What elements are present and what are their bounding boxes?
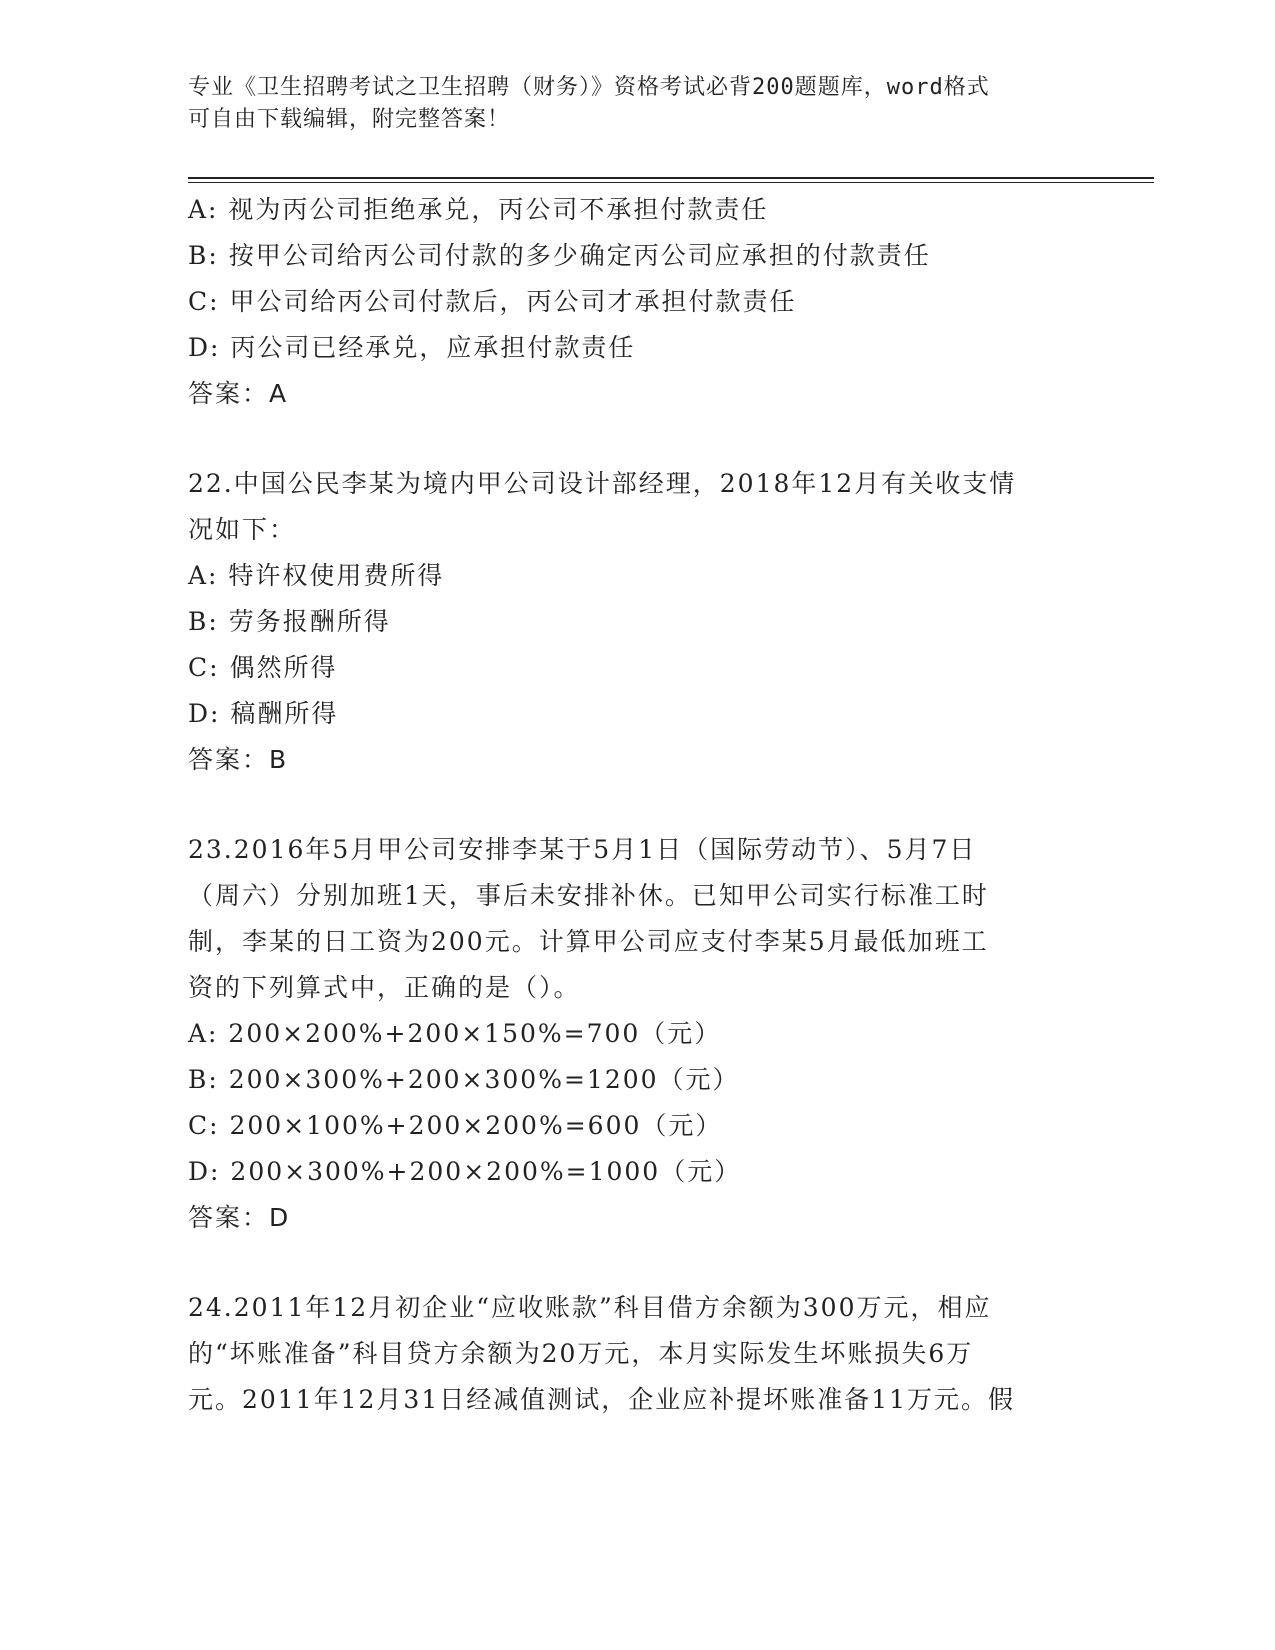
option-d: D: 稿酬所得 <box>188 699 339 728</box>
question-text-line: 22.中国公民李某为境内甲公司设计部经理，2018年12月有关收支情 <box>188 469 1017 498</box>
option-b: B: 劳务报酬所得 <box>188 607 391 636</box>
question-text-line: 的“坏账准备”科目贷方余额为20万元，本月实际发生坏账损失6万 <box>188 1339 974 1368</box>
option-a: A: 视为丙公司拒绝承兑，丙公司不承担付款责任 <box>188 195 769 224</box>
question-21 <box>188 187 1088 417</box>
header-divider-thick <box>188 177 1154 179</box>
option-d: D: 200×300%+200×200%=1000（元） <box>188 1157 742 1186</box>
option-a: A: 200×200%+200×150%=700（元） <box>188 1019 722 1048</box>
question-text-line: 元。2011年12月31日经减值测试，企业应补提坏账准备11万元。假 <box>188 1385 1016 1414</box>
option-d: D: 丙公司已经承兑，应承担付款责任 <box>188 333 636 362</box>
question-text-line: 23.2016年5月甲公司安排李某于5月1日（国际劳动节）、5月7日 <box>188 835 977 864</box>
option-c: C: 偶然所得 <box>188 653 338 682</box>
header-title-line-1: 专业《卫生招聘考试之卫生招聘（财务）》资格考试必背200题题库，word格式 <box>188 75 990 100</box>
option-b: B: 200×300%+200×300%=1200（元） <box>188 1065 740 1094</box>
question-text-line: 制，李某的日工资为200元。计算甲公司应支付李某5月最低加班工 <box>188 927 989 956</box>
answer: 答案：A <box>188 379 289 408</box>
header-divider-thin <box>188 182 1154 183</box>
option-c: C: 200×100%+200×200%=600（元） <box>188 1111 723 1140</box>
answer: 答案：B <box>188 745 289 774</box>
question-24 <box>188 1285 1088 1423</box>
option-c: C: 甲公司给丙公司付款后，丙公司才承担付款责任 <box>188 287 797 316</box>
option-a: A: 特许权使用费所得 <box>188 561 445 590</box>
question-text-line: （周六）分别加班1天，事后未安排补休。已知甲公司实行标准工时 <box>188 881 989 910</box>
question-text-line: 资的下列算式中，正确的是（）。 <box>188 973 581 1002</box>
question-22 <box>188 461 1088 783</box>
question-text-line: 24.2011年12月初企业“应收账款”科目借方余额为300万元，相应 <box>188 1293 992 1322</box>
question-23 <box>188 827 1088 1241</box>
document-body <box>188 187 1088 1423</box>
answer: 答案：D <box>188 1203 291 1232</box>
question-text-line: 况如下： <box>188 515 297 544</box>
header-title-line-2: 可自由下载编辑，附完整答案！ <box>188 107 511 132</box>
option-b: B: 按甲公司给丙公司付款的多少确定丙公司应承担的付款责任 <box>188 241 931 270</box>
document-header <box>188 72 1068 136</box>
